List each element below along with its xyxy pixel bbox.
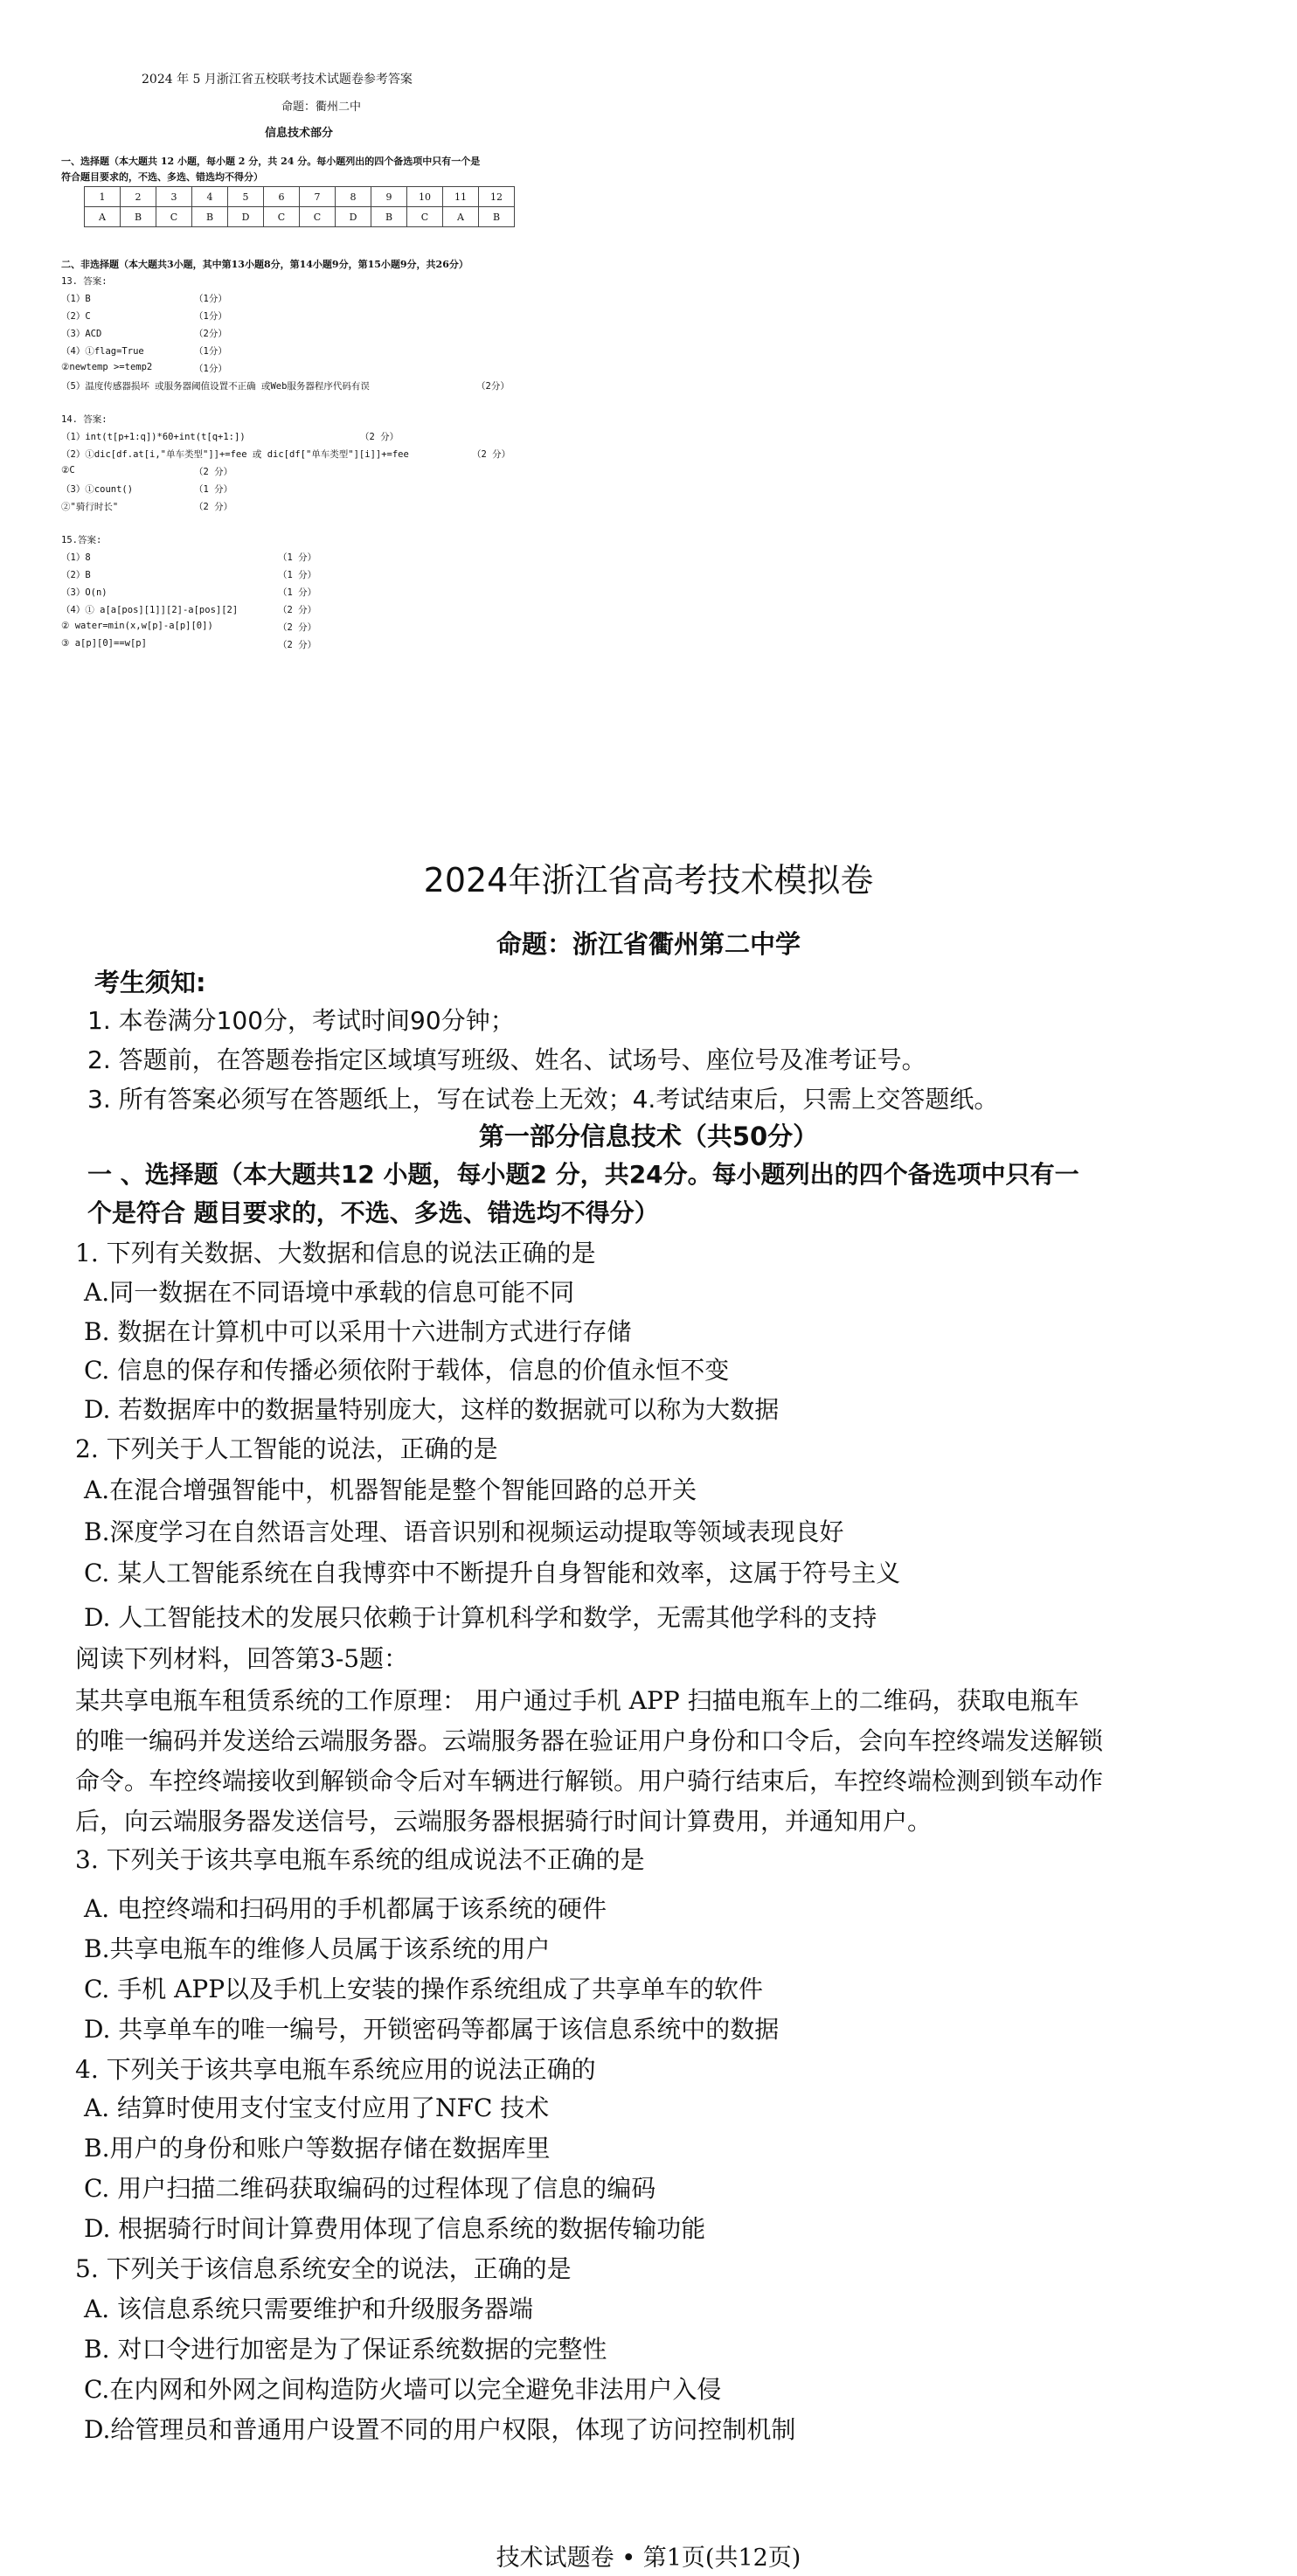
answer-number: 4 [192, 187, 228, 207]
question-2-option: B.深度学习在自然语言处理、语音识别和视频运动提取等领域表现良好 [84, 1517, 844, 1546]
answer-letter: B [479, 207, 515, 227]
answer-number: 6 [264, 187, 300, 207]
answer-table [84, 186, 515, 227]
question-3-stem: 3. 下列关于该共享电瓶车系统的组成说法不正确的是 [75, 1845, 645, 1874]
question-2-stem: 2. 下列关于人工智能的说法，正确的是 [75, 1434, 498, 1463]
answer-number: 7 [300, 187, 336, 207]
question-5-option: A. 该信息系统只需要维护和升级服务器端 [84, 2295, 534, 2323]
q15-answer-score: （2 分） [278, 640, 317, 650]
answer-key-part-title: 信息技术部分 [265, 127, 334, 140]
answer-number: 9 [371, 187, 407, 207]
answer-number: 1 [85, 187, 121, 207]
q13-answer-score: （2分） [476, 381, 510, 392]
q15-answer-score: （1 分） [278, 587, 317, 598]
question-2-option: C. 某人工智能系统在自我博弈中不断提升自身智能和效率，这属于符号主义 [84, 1559, 901, 1587]
answer-number: 12 [479, 187, 515, 207]
answer-key-title: 2024 年 5 月浙江省五校联考技术试题卷参考答案 [142, 73, 413, 87]
answer-letter: B [192, 207, 228, 227]
answer-letter: B [121, 207, 156, 227]
q15-answer-line: ② water=min(x,w[p]-a[p][0]) [61, 621, 213, 631]
question-5-option: C.在内网和外网之间构造防火墙可以完全避免非法用户入侵 [84, 2375, 722, 2404]
q14-answer-score: （1 分） [194, 484, 233, 495]
question-4-option: A. 结算时使用支付宝支付应用了NFC 技术 [84, 2093, 550, 2122]
question-1-stem: 1. 下列有关数据、大数据和信息的说法正确的是 [75, 1239, 596, 1267]
answer-key-nonchoice-heading: 二、非选择题（本大题共3小题，其中第13小题8分，第14小题9分，第15小题9分，共26分） [61, 259, 468, 270]
question-3-option: C. 手机 APP以及手机上安装的操作系统组成了共享单车的软件 [84, 1975, 764, 2003]
answer-key-author: 命题：衢州二中 [281, 101, 362, 114]
q13-answer-head: 13. 答案: [61, 276, 108, 287]
q13-answer-score: （1分） [194, 364, 227, 374]
q14-answer-score: （2 分） [194, 467, 233, 477]
q13-answer-line: （2）C [61, 311, 91, 322]
material-line: 某共享电瓶车租赁系统的工作原理： 用户通过手机 APP 扫描电瓶车上的二维码，获取电瓶车 [75, 1686, 1079, 1715]
q13-answer-score: （1分） [194, 294, 227, 304]
answer-letter: C [407, 207, 443, 227]
answer-letter: D [228, 207, 264, 227]
q14-answer-score: （2 分） [360, 432, 399, 442]
answer-letter: D [336, 207, 371, 227]
question-3-option: B.共享电瓶车的维修人员属于该系统的用户 [84, 1934, 551, 1963]
q13-answer-score: （1分） [194, 311, 227, 322]
question-5-option: B. 对口令进行加密是为了保证系统数据的完整性 [84, 2335, 607, 2364]
q15-answer-line: （3）O(n) [61, 587, 108, 598]
answer-table-number-row [85, 187, 515, 207]
answer-number: 8 [336, 187, 371, 207]
notice-item: 3. 所有答案必须写在答题纸上，写在试卷上无效；4.考试结束后，只需上交答题纸。 [87, 1085, 999, 1114]
question-3-option: D. 共享单车的唯一编号，开锁密码等都属于该信息系统中的数据 [84, 2015, 780, 2044]
answer-key [0, 0, 612, 664]
q15-answer-line: ③ a[p][0]==w[p] [61, 638, 147, 649]
answer-table-answer-row [85, 207, 515, 227]
question-5-stem: 5. 下列关于该信息系统安全的说法，正确的是 [75, 2254, 572, 2283]
notice-item: 1. 本卷满分100分，考试时间90分钟； [87, 1006, 515, 1035]
question-4-option: C. 用户扫描二维码获取编码的过程体现了信息的编码 [84, 2174, 656, 2203]
q14-answer-line: （2）①dic[df.at[i,"单车类型"]]+=fee 或 dic[df["单车类型"][i]]+=fee [61, 449, 409, 460]
q15-answer-score: （2 分） [278, 605, 317, 615]
q13-answer-line: （4）①flag=True [61, 346, 144, 357]
answer-letter: A [85, 207, 121, 227]
answer-key-choice-heading-2: 符合题目要求的，不选、多选、错选均不得分） [61, 171, 263, 183]
question-4-stem: 4. 下列关于该共享电瓶车系统应用的说法正确的 [75, 2055, 596, 2084]
answer-number: 2 [121, 187, 156, 207]
q14-answer-line: ②C [61, 465, 75, 476]
q14-answer-score: （2 分） [194, 502, 233, 512]
answer-letter: A [443, 207, 479, 227]
question-1-option: C. 信息的保存和传播必须依附于载体，信息的价值永恒不变 [84, 1356, 730, 1385]
answer-letter: C [300, 207, 336, 227]
reading-intro: 阅读下列材料，回答第3-5题： [75, 1644, 409, 1673]
q15-answer-line: （4）① a[a[pos][1]][2]-a[pos][2] [61, 605, 239, 615]
q15-answer-line: （2）B [61, 570, 91, 580]
q14-answer-score: （2 分） [472, 449, 511, 460]
q15-answer-score: （2 分） [278, 622, 317, 633]
part-title: 第一部分信息技术（共50分） [478, 1121, 819, 1151]
question-1-option: B. 数据在计算机中可以采用十六进制方式进行存储 [84, 1317, 632, 1346]
material-line: 命令。车控终端接收到解锁命令后对车辆进行解锁。用户骑行结束后，车控终端检测到锁车动作 [75, 1767, 1104, 1795]
q13-answer-line: （3）ACD [61, 329, 102, 339]
answer-letter: C [264, 207, 300, 227]
answer-letter: C [156, 207, 192, 227]
exam-title: 2024年浙江省高考技术模拟卷 [423, 861, 874, 899]
page-footer: 技术试题卷 • 第1页(共12页) [496, 2545, 801, 2572]
q13-answer-score: （2分） [194, 329, 227, 339]
answer-key-choice-heading: 一、选择题（本大题共 12 小题，每小题 2 分，共 24 分。每小题列出的四个备选项中只有一个是 [61, 156, 481, 167]
question-1-option: A.同一数据在不同语境中承载的信息可能不同 [84, 1278, 575, 1307]
question-5-option: D.给管理员和普通用户设置不同的用户权限，体现了访问控制机制 [84, 2415, 796, 2444]
question-2-option: A.在混合增强智能中，机器智能是整个智能回路的总开关 [84, 1475, 697, 1504]
q15-answer-score: （1 分） [278, 552, 317, 563]
question-4-option: B.用户的身份和账户等数据存储在数据库里 [84, 2134, 551, 2163]
q13-answer-line: （1）B [61, 294, 91, 304]
notice-item: 2. 答题前，在答题卷指定区域填写班级、姓名、试场号、座位号及准考证号。 [87, 1045, 926, 1074]
answer-number: 3 [156, 187, 192, 207]
question-4-option: D. 根据骑行时间计算费用体现了信息系统的数据传输功能 [84, 2214, 706, 2243]
q14-answer-head: 14. 答案: [61, 414, 108, 425]
answer-number: 5 [228, 187, 264, 207]
question-3-option: A. 电控终端和扫码用的手机都属于该系统的硬件 [84, 1894, 607, 1923]
answer-letter: B [371, 207, 407, 227]
answer-number: 11 [443, 187, 479, 207]
notice-heading: 考生须知: [94, 968, 206, 997]
q13-answer-line: ②newtemp >=temp2 [61, 362, 153, 372]
q13-answer-score: （1分） [194, 346, 227, 357]
exam-subtitle: 命题：浙江省衢州第二中学 [496, 929, 801, 959]
question-2-option: D. 人工智能技术的发展只依赖于计算机科学和数学，无需其他学科的支持 [84, 1603, 877, 1632]
section-heading: 一 、选择题（本大题共12 小题，每小题2 分，共24分。每小题列出的四个备选项中只有一 [87, 1160, 1079, 1189]
section-heading-2: 个是符合 题目要求的，不选、多选、错选均不得分） [87, 1198, 659, 1227]
answer-number: 10 [407, 187, 443, 207]
q14-answer-line: （1）int(t[p+1:q])*60+int(t[q+1:]) [61, 432, 246, 442]
q13-answer-line: （5）温度传感器损坏 或服务器阈值设置不正确 或Web服务器程序代码有误 [61, 381, 370, 392]
material-line: 的唯一编码并发送给云端服务器。云端服务器在验证用户身份和口令后，会向车控终端发送解锁 [75, 1726, 1104, 1755]
q15-answer-score: （1 分） [278, 570, 317, 580]
material-line: 后，向云端服务器发送信号，云端服务器根据骑行时间计算费用，并通知用户。 [75, 1807, 933, 1836]
q14-answer-line: ②"骑行时长" [61, 502, 119, 512]
q15-answer-line: （1）8 [61, 552, 91, 563]
q15-answer-head: 15.答案: [61, 535, 102, 545]
question-1-option: D. 若数据库中的数据量特别庞大，这样的数据就可以称为大数据 [84, 1395, 780, 1424]
q14-answer-line: （3）①count() [61, 484, 134, 495]
